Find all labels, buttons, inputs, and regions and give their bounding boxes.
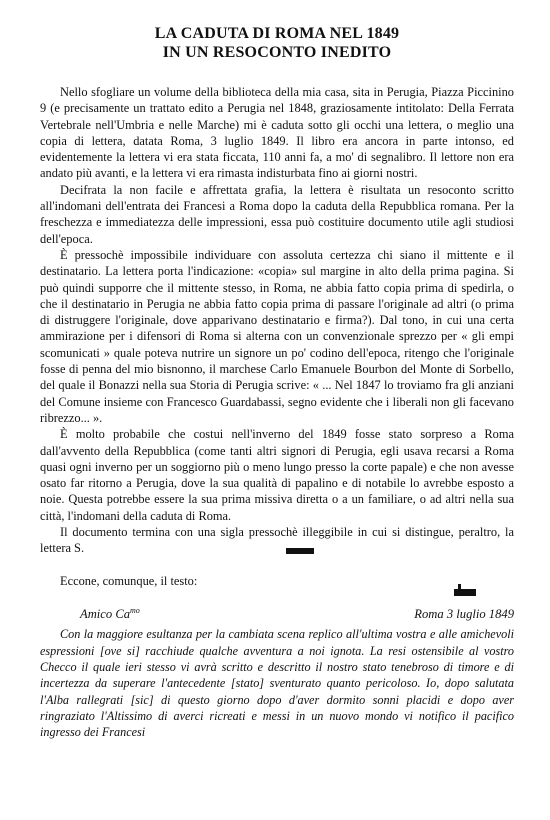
letter-paragraph: Con la maggiore esultanza per la cambiata scena replico all'ultima vostra e alle amichevoli espressioni [ove si] racchiude qualche avventura a noi ignota. La resi ostensibile al vostro Checco il quale ieri stesso vi avrà scritto e descritto il nostro stato tenebroso di timore e di incertezza da superare l'antecedente [stato] sventurato quanto pericoloso. Io, dopo salutata l'Alba rallegrati [sic] di questo giorno dopo d'aver dormito sonni placidi e dopo aver ringraziato l'Altissimo di averci ricreati e messi in un nuovo mondo vi notifico il pacifico ingresso dei Francesi [40,627,514,740]
title-line-2: IN UN RESOCONTO INEDITO [162,44,392,61]
paragraph-3: È pressochè impossibile individuare con assoluta certezza chi siano il mittente e il destinatario. La lettera porta l'indicazione: «copia» sul margine in alto della prima pagina. Si può quindi supporre che il mittente stesso, in Roma, ne abbia fatto copia prima di spedirla, o che il destinatario in Perugia ne abbia fatto copia prima di passare l'originale ad altri (o prima di distruggere l'originale, dove apparivano destinatario e firma?). Dal tono, in cui una certa ammirazione per i difensori di Roma si alterna con un convenzionale sprezzo per « gli empi scomunicati » quale poteva nutrire un signore un po' codino dell'epoca, ritengo che l'originale fosse di penna del mio bisnonno, il marchese Carlo Emanuele Bourbon del Monte di Sorbello, del quale il Bonazzi nella sua Storia di Perugia scrive: « ... Nel 1847 lo troviamo fra gli anziani del Comune insieme con Francesco Guardabassi, segno evidente che i liberali non gli facevano ribrezzo... ». [40,247,514,425]
article-body [40,84,514,740]
paragraph-1: Nello sfogliare un volume della biblioteca della mia casa, sita in Perugia, Piazza Piccinino 9 (e precisamente un trattato edito a Perugia nel 1848, graziosamente intitolato: Della Ferrata Vertebrale nell'Umbria e nelle Marche) mi è caduta sotto gli occhi una lettera, o meglio una copia di lettera, datata Roma, 3 luglio 1849. Il libro era ancora in parte intonso, ed evidentemente la lettera vi era stata ficcata, 110 anni fa, a mo' di segnalibro. Il lettore non era andato più avanti, e la lettera vi era rimasta indisturbata fino ai giorni nostri. [40,85,514,181]
salutation-superscript: mo [130,605,140,615]
paragraph-4: È molto probabile che costui nell'inverno del 1849 fosse stato sorpreso a Roma dall'avvento della Repubblica (come tanti altri signori di Perugia, egli usava recarsi a Roma quasi ogni inverno per un soggiorno più o meno lungo presso la corte papale) e che non avesse osato far ritorno a Perugia, dove la sua qualità di papalino e di notabile lo avrebbe esposto a noie. Questa potrebbe essere la sua prima missiva diretta o a un familiare, o ad altri nella sua città, l'indomani della caduta di Roma. [40,427,514,523]
ink-mark-icon [454,589,476,596]
ink-blot-icon [286,548,314,554]
document-title [40,24,514,62]
intro-line: Eccone, comunque, il testo: [60,573,198,588]
title-line-1: LA CADUTA DI ROMA NEL 1849 [154,25,400,42]
paragraph-5: Il documento termina con una sigla pressochè illeggibile in cui si distingue, peraltro, la lettera S. [40,525,514,556]
letter-header [40,603,514,622]
letter-text [40,626,514,740]
letter-salutation: Amico $Ca^{mo}$ [80,605,140,622]
paragraph-2: Decifrata la non facile e affrettata grafia, la lettera è risultata un resoconto scritto all'indomani dell'entrata dei Francesi a Roma dopo la caduta della Repubblica romana. Per la freschezza e immediatezza delle impressioni, essa può costituire documento utile agli studiosi dell'epoca. [40,182,514,246]
letter-dateline: Roma 3 luglio 1849 [414,607,514,622]
